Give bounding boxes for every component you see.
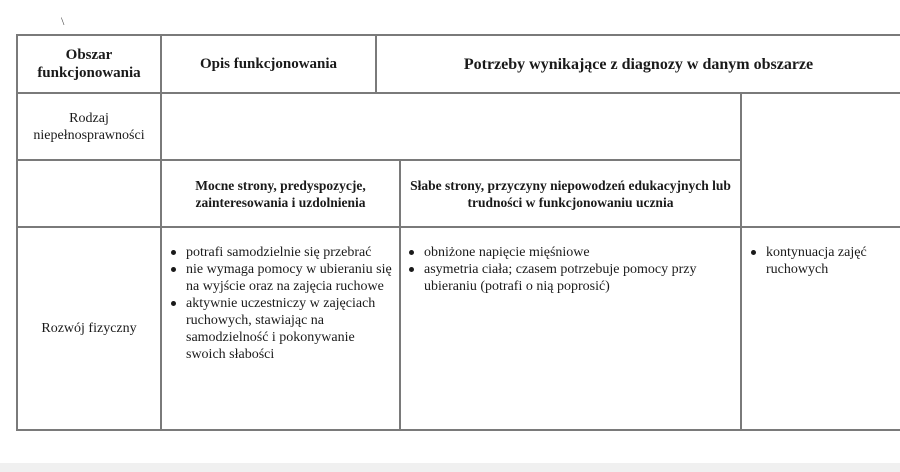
weaknesses-header: Słabe strony, przyczyny niepowodzeń edukacyjnych lub trudności w funkcjonowaniu ucznia <box>410 177 731 210</box>
list-item: obniżone napięcie mięśniowe <box>406 244 726 261</box>
strengths-header: Mocne strony, predyspozycje, zainteresowania i uzdolnienia <box>195 177 366 210</box>
list-item: asymetria ciała; czasem potrzebuje pomocy przy ubieraniu (potrafi o nią poprosić) <box>406 261 726 295</box>
physical-strengths-list <box>168 244 394 363</box>
physical-weaknesses-list <box>406 244 726 295</box>
list-item: kontynuacja zajęć ruchowych <box>748 244 888 278</box>
disability-type-value <box>162 94 740 159</box>
physical-weaknesses-cell <box>406 244 726 295</box>
stray-backslash-mark: \ <box>61 14 65 28</box>
header-diagnosis-needs: Potrzeby wynikające z diagnozy w danym obszarze <box>463 55 814 73</box>
table-border-bottom <box>16 429 900 431</box>
bottom-gray-strip <box>0 463 900 472</box>
physical-development-label: Rozwój fizyczny <box>41 321 137 336</box>
physical-needs-cell <box>748 244 888 278</box>
table-col-divider <box>740 92 742 431</box>
physical-needs-list <box>748 244 888 278</box>
list-item: potrafi samodzielnie się przebrać <box>168 244 394 261</box>
disability-type-label: Rodzaj niepełnosprawności <box>33 110 145 143</box>
header-area-of-functioning: Obszar funkcjonowania <box>37 47 141 81</box>
list-item: aktywnie uczestniczy w zajęciach ruchowych, stawiając na samodzielność i pokonywanie swoich słabości <box>168 295 394 363</box>
list-item: nie wymaga pomocy w ubieraniu się na wyjście oraz na zajęcia ruchowe <box>168 261 394 295</box>
physical-strengths-cell <box>168 244 394 363</box>
header-functioning-description: Opis funkcjonowania <box>199 56 338 72</box>
